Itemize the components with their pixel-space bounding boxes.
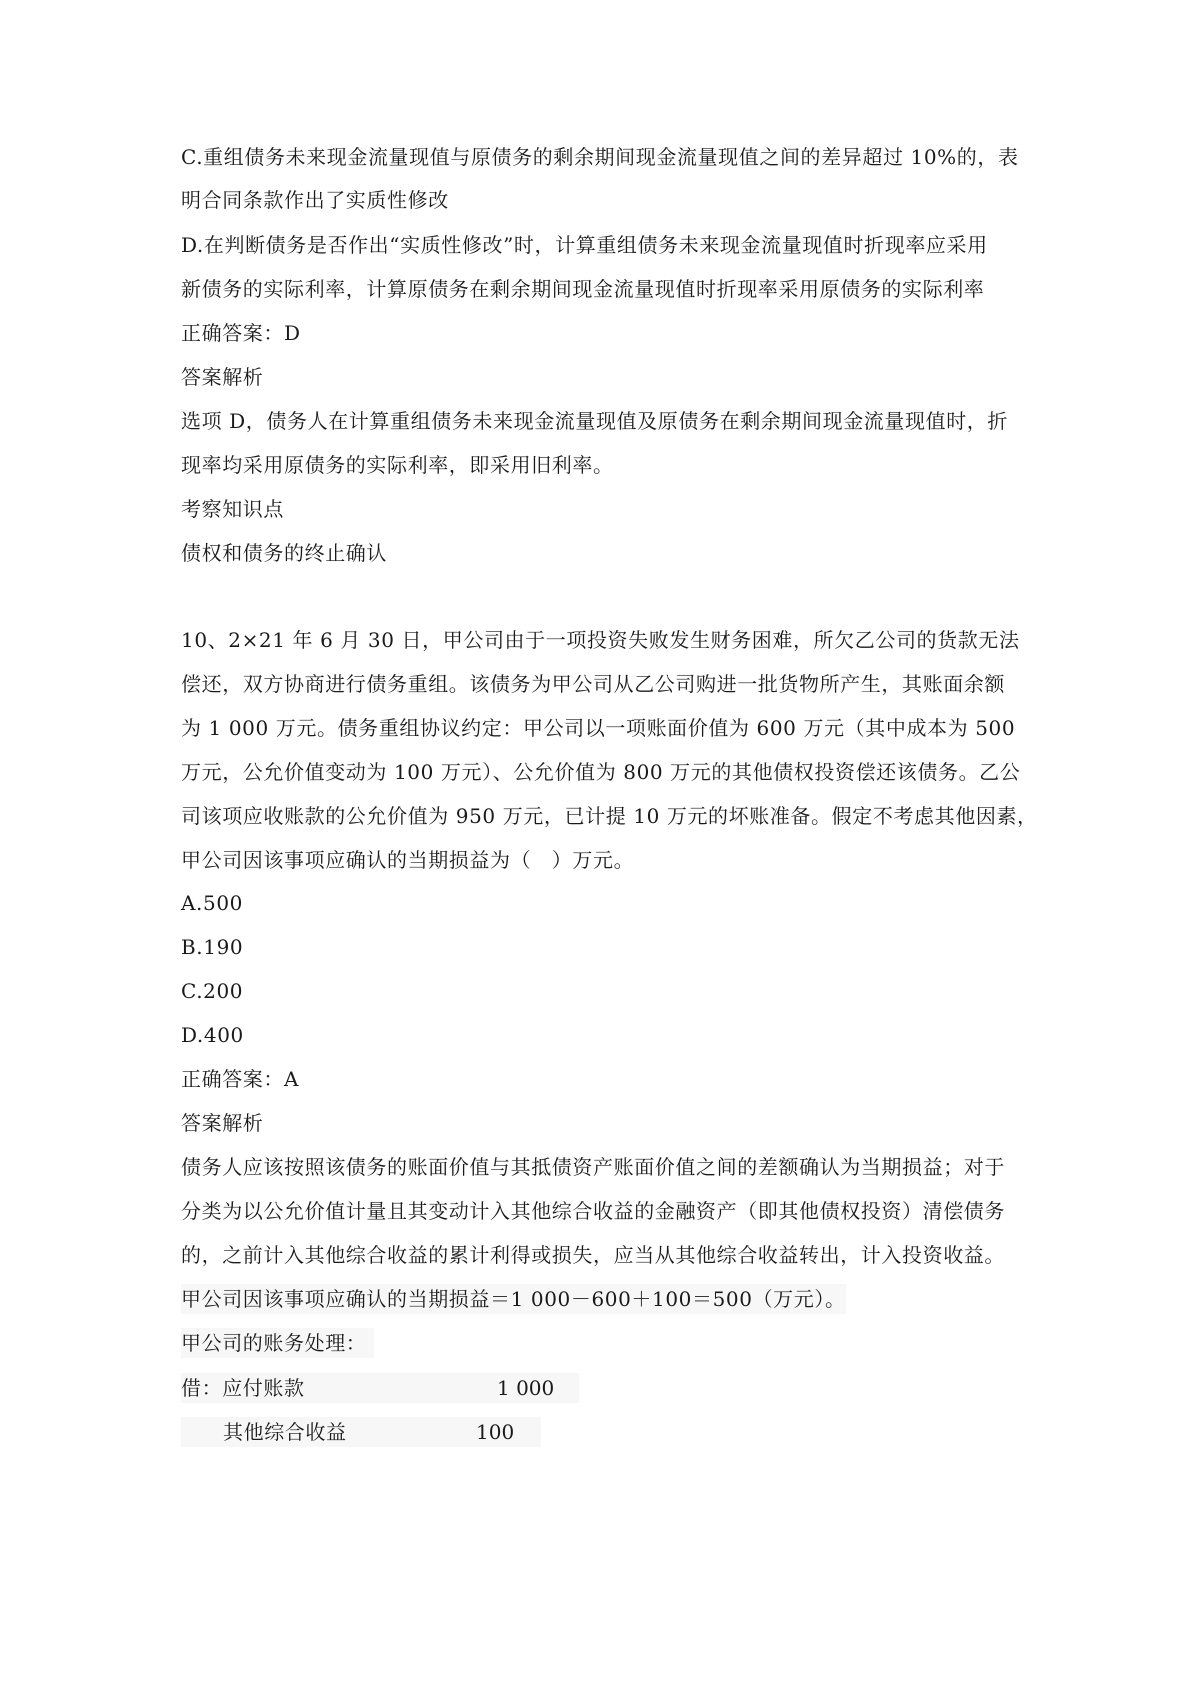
q9-analysis-heading: 答案解析 xyxy=(181,365,264,389)
q10-analysis-line2: 分类为以公允价值计量且其变动计入其他综合收益的金融资产（即其他债权投资）清偿债务 xyxy=(181,1199,1005,1223)
q10-option-d: D.400 xyxy=(181,1023,244,1047)
journal-entry-debit-label: 借：应付账款 xyxy=(181,1376,305,1400)
q9-answer: 正确答案：D xyxy=(181,321,301,345)
q10-stem-line4: 万元，公允价值变动为 100 万元）、公允价值为 800 万元的其他债权投资偿还该债务。乙公 xyxy=(181,760,1021,784)
q9-option-d-line2: 新债务的实际利率，计算原债务在剩余期间现金流量现值时折现率采用原债务的实际利率 xyxy=(181,277,985,301)
q10-option-a: A.500 xyxy=(181,891,243,915)
q10-stem-line1: 10、2×21 年 6 月 30 日，甲公司由于一项投资失败发生财务困难，所欠乙公司的货款无法 xyxy=(181,628,1020,652)
q10-analysis-line1: 债务人应该按照该债务的账面价值与其抵债资产账面价值之间的差额确认为当期损益；对于 xyxy=(181,1155,1005,1179)
q10-analysis-line4: 甲公司因该事项应确认的当期损益＝1 000－600＋100＝500（万元）。 xyxy=(181,1284,846,1314)
q9-knowledge-point: 债权和债务的终止确认 xyxy=(181,541,387,565)
q9-knowledge-heading: 考察知识点 xyxy=(181,497,284,521)
q10-analysis-heading: 答案解析 xyxy=(181,1111,264,1135)
journal-entry-oci-amount: 100 xyxy=(476,1420,515,1444)
q9-option-c-line2: 明合同条款作出了实质性修改 xyxy=(181,188,449,212)
q9-option-c-line1: C.重组债务未来现金流量现值与原债务的剩余期间现金流量现值之间的差异超过 10%的，表 xyxy=(181,145,1019,169)
q10-stem-line3: 为 1 000 万元。债务重组协议约定：甲公司以一项账面价值为 600 万元（其中成本为 500 xyxy=(181,716,1016,740)
q10-option-b: B.190 xyxy=(181,935,244,959)
q10-stem-line2: 偿还，双方协商进行债务重组。该债务为甲公司从乙公司购进一批货物所产生，其账面余额 xyxy=(181,672,1005,696)
q9-option-d-line1: D.在判断债务是否作出“实质性修改”时，计算重组债务未来现金流量现值时折现率应采用 xyxy=(181,233,988,257)
q10-option-c: C.200 xyxy=(181,979,244,1003)
q10-answer: 正确答案：A xyxy=(181,1067,300,1091)
journal-entry-oci-label: 其他综合收益 xyxy=(223,1420,347,1444)
journal-entry-debit-amount: 1 000 xyxy=(497,1376,555,1400)
q10-entries-heading: 甲公司的账务处理： xyxy=(181,1328,374,1358)
q9-analysis-line1: 选项 D，债务人在计算重组债务未来现金流量现值及原债务在剩余期间现金流量现值时，折 xyxy=(181,409,1008,433)
q10-analysis-line3: 的，之前计入其他综合收益的累计利得或损失，应当从其他综合收益转出，计入投资收益。 xyxy=(181,1243,1005,1267)
q9-analysis-line2: 现率均采用原债务的实际利率，即采用旧利率。 xyxy=(181,453,614,477)
q10-stem-line5: 司该项应收账款的公允价值为 950 万元，已计提 10 万元的坏账准备。假定不考虑其他因素， xyxy=(181,804,1038,828)
q10-stem-line6: 甲公司因该事项应确认的当期损益为（ ）万元。 xyxy=(181,848,635,872)
